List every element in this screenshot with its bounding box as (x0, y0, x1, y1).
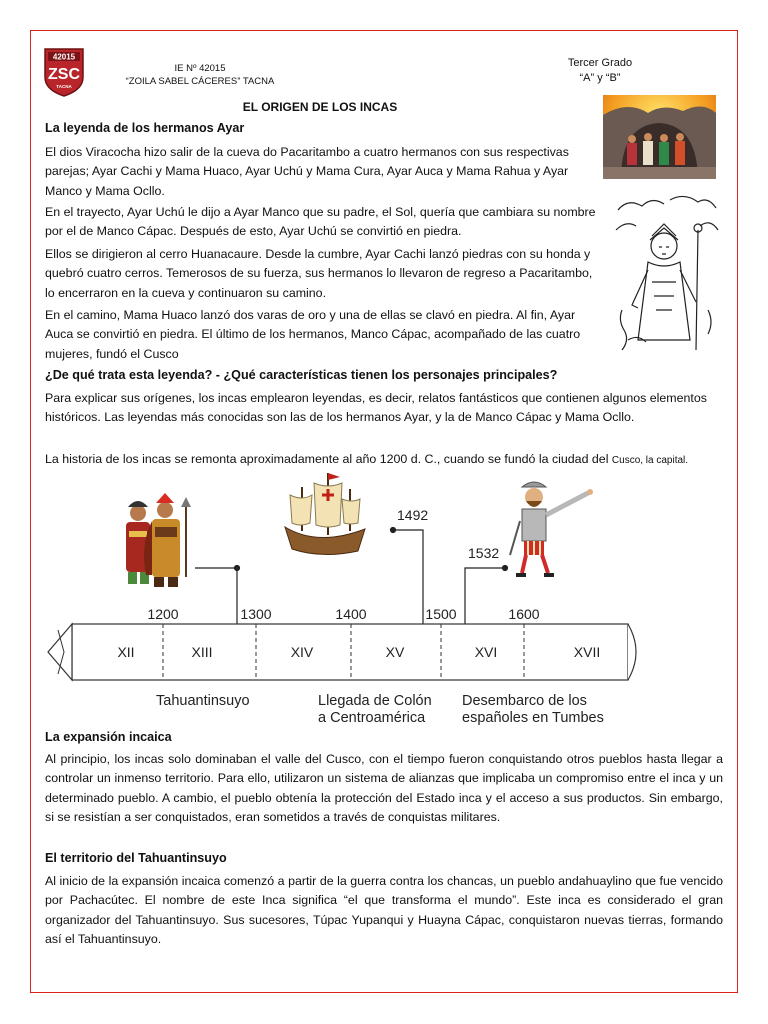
year-1600: 1600 (508, 606, 540, 622)
event-tumbes-line1: Desembarco de los (462, 693, 587, 709)
century-xiv: XIV (290, 644, 314, 660)
century-xvi: XVI (474, 644, 498, 660)
paragraph-huanacaure: Ellos se dirigieron al cerro Huanacaure. Desde la cumbre, Ayar Cachi lanzó piedras con su honda y quebró cuatro cerros. Temerosos de su fuerza, sus hermanos lo llevaron de regreso a Pacaritambo, lo encerraron en la cueva y continuaron su camino. (45, 247, 593, 300)
grade-label: Tercer Grado (567, 57, 633, 69)
year-1500: 1500 (425, 606, 457, 622)
school-logo (42, 47, 86, 97)
school-code: IE Nº 42015 (174, 63, 226, 74)
paragraph-trayecto: En el trayecto, Ayar Uchú le dijo a Ayar Manco que su padre, el Sol, quería que cambiara su nombre por el de Manco Cápac. Después de esto, Ayar Uchú se convirtió en piedra. (45, 205, 596, 239)
inca-timeline (40, 465, 650, 730)
page-title: EL ORIGEN DE LOS INCAS (242, 100, 398, 114)
heading-territory: El territorio del Tahuantinsuyo (45, 851, 227, 865)
grade-sections: “A” y “B” (579, 72, 621, 84)
history-small-text: Cusco, la capital. (611, 455, 689, 466)
caravel-ship-illustration (285, 473, 365, 555)
year-1200: 1200 (147, 606, 179, 622)
manco-capac-drawing (608, 190, 720, 360)
logo-initials: ZSC (48, 66, 80, 83)
history-main-text: La historia de los incas se remonta aproximadamente al año 1200 d. C., cuando se fundó la ciudad del (45, 452, 609, 466)
year-1300: 1300 (240, 606, 272, 622)
conquistador-illustration (510, 482, 593, 577)
logo-number: 42015 (52, 52, 76, 62)
century-xiii: XIII (191, 644, 213, 660)
paragraph-expansion: Al principio, los incas solo dominaban el valle del Cusco, con el tiempo fueron conquistando otros pueblos hasta llegar a controlar un inmenso territorio. Para ello, utilizaron un sistema de alianzas que implicaba un compromiso entre el inca y un determinado pueblo. A cambio, el pueblo obtenía la protección del Estado inca y el acceso a sus productos. Sin embargo, si se resistían a ser conquistados, eran sometidos a través de conquistas militares. (45, 752, 723, 824)
paragraph-territory: Al inicio de la expansión incaica comenzó a partir de la guerra contra los chancas, un pueblo andahuaylino que fue vencido por Pachacútec. El nombre de este Inca significa “el que transforma el mundo”. Este inca es considerado el gran organizador del Tahuantinsuyo. Sus sucesores, Túpac Yupanqui y Huayna Cápac, conquistaron nuevas tierras, formando así el Tahuantinsuyo. (45, 874, 723, 946)
event-tahuantinsuyo: Tahuantinsuyo (156, 693, 250, 709)
century-xvii: XVII (573, 644, 601, 660)
event-colon-line2: a Centroamérica (318, 710, 426, 726)
paragraph-camino: En el camino, Mama Huaco lanzó dos varas de oro y una de ellas se clavó en piedra. Al fin, Ayar Auca se convirtió en piedra. El último de los hermanos, Manco Cápac, acompañado de las cuatro mujeres, fundó el Cusco (45, 308, 581, 361)
school-info (105, 62, 295, 88)
event-tumbes-line2: españoles en Tumbes (462, 710, 604, 726)
year-1400: 1400 (335, 606, 367, 622)
century-xv: XV (385, 644, 405, 660)
event-colon-line1: Llegada de Colón (318, 693, 432, 709)
grade-info (540, 56, 660, 86)
question-heading: ¿De qué trata esta leyenda? - ¿Qué características tienen los personajes principales? (45, 368, 558, 382)
paragraph-viracocha: El dios Viracocha hizo salir de la cueva do Pacaritambo a cuatro hermanos con sus respectivas parejas; Ayar Cachi y Mama Huaco, Ayar Uchú y Mama Cura, Ayar Auca y Mama Rahua y Ayar Manco y Mama Ocllo. (45, 145, 569, 198)
heading-expansion: La expansión incaica (45, 730, 172, 744)
school-name: “ZOILA SABEL CÁCERES” TACNA (125, 76, 275, 87)
heading-ayar-legend: La leyenda de los hermanos Ayar (45, 121, 245, 135)
logo-city: TACNA (56, 84, 72, 89)
inca-couple-illustration (126, 493, 191, 587)
century-xii: XII (117, 644, 135, 660)
event-year-1492: 1492 (397, 507, 429, 523)
event-year-1532: 1532 (468, 545, 500, 561)
paragraph-origins: Para explicar sus orígenes, los incas emplearon leyendas, es decir, relatos fantásticos que contienen algunos elementos históricos. Las leyendas más conocidas son las de los hermanos Ayar, y la de Manco Cápac y Mama Ocllo. (45, 391, 707, 425)
ayar-cave-illustration (603, 95, 716, 179)
